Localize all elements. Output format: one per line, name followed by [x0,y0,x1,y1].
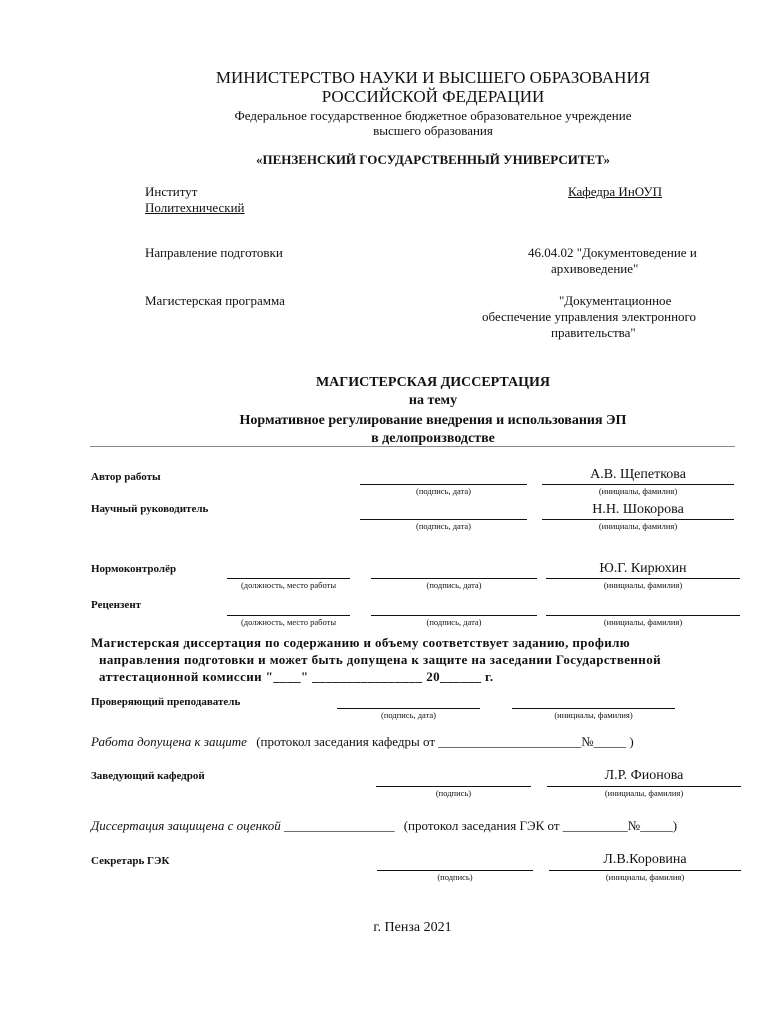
normcontrol-name: Ю.Г. Кирюхин [599,561,687,576]
thesis-on-topic: на тему [408,393,458,408]
secretary-name: Л.В.Коровина [603,852,687,867]
head-label: Заведующий кафедрой [91,770,205,782]
normcontrol-position-line [227,578,350,579]
supervisor-label: Научный руководитель [91,503,209,515]
ministry-header [100,68,766,106]
defense-protocol: (протокол заседания ГЭК от __________№_____) [403,818,678,833]
secretary-name-caption: (инициалы, фамилия) [605,872,685,882]
reviewer-signature-line [371,615,537,616]
reviewer-position-caption: (должность, место работы [240,617,337,627]
author-name-caption: (инициалы, фамилия) [598,486,678,496]
approval-line2: направления подготовки и может быть допущена к защите на заседании Государственной [99,652,661,667]
secretary-label: Секретарь ГЭК [91,855,170,867]
thesis-title-line2: в делопроизводстве [371,431,495,446]
checker-label: Проверяющий преподаватель [91,696,241,708]
secretary-name-line [549,870,741,871]
supervisor-name-caption: (инициалы, фамилия) [598,521,678,531]
normcontrol-name-line [546,578,740,579]
institution-type [100,108,766,138]
reviewer-name-caption: (инициалы, фамилия) [603,617,683,627]
title-divider [90,446,735,447]
admission-label: Работа допущена к защите [91,734,247,749]
approval-line3: аттестационной комиссии "____" ________________ 20______ г. [99,669,494,684]
admission-protocol: (протокол заседания кафедры от ______________________№_____ ) [256,734,634,749]
head-signature-line [376,786,531,787]
thesis-title-line1: Нормативное регулирование внедрения и использования ЭП [239,413,627,428]
author-label: Автор работы [91,471,161,483]
institution-line1: Федеральное государственное бюджетное образовательное учреждение [234,108,632,123]
normcontrol-label: Нормоконтролёр [91,563,177,575]
approval-statement [91,634,733,685]
program-line3: правительства" [551,325,636,340]
normcontrol-name-caption: (инициалы, фамилия) [603,580,683,590]
author-signature-caption: (подпись, дата) [415,486,471,496]
thesis-type: МАГИСТЕРСКАЯ ДИССЕРТАЦИЯ [315,375,551,390]
institute-label: Институт [145,184,198,199]
author-signature-line [360,484,527,485]
institution-line2: высшего образования [373,123,493,138]
ministry-line2: РОССИЙСКОЙ ФЕДЕРАЦИИ [321,87,545,106]
approval-line1: Магистерская диссертация по содержанию и объему соответствует заданию, профилю [91,635,631,650]
reviewer-position-line [227,615,350,616]
checker-name-caption: (инициалы, фамилия) [554,710,633,720]
author-name-line [542,484,734,485]
checker-name-line [512,708,675,709]
supervisor-signature-caption: (подпись, дата) [415,521,471,531]
program-line1: "Документационное [559,293,672,308]
ministry-line1: МИНИСТЕРСТВО НАУКИ И ВЫСШЕГО ОБРАЗОВАНИЯ [215,68,651,87]
program-label: Магистерская программа [145,293,285,308]
head-signature-caption: (подпись) [435,788,472,798]
defense-label: Диссертация защищена с оценкой _________________ [91,818,395,833]
reviewer-label: Рецензент [91,599,142,611]
supervisor-signature-line [360,519,527,520]
secretary-signature-caption: (подпись) [437,872,473,882]
checker-signature-caption: (подпись, дата) [380,710,436,720]
supervisor-name-line [542,519,734,520]
university-name: «ПЕНЗЕНСКИЙ ГОСУДАРСТВЕННЫЙ УНИВЕРСИТЕТ» [255,152,611,167]
head-name: Л.Р. Фионова [604,768,684,783]
admission-row [91,734,634,750]
secretary-signature-line [377,870,533,871]
supervisor-name: Н.Н. Шокорова [592,502,684,517]
department-value: Кафедра ИнОУП [568,184,663,199]
defense-row [91,818,677,834]
direction-label: Направление подготовки [145,245,283,260]
checker-signature-line [337,708,480,709]
normcontrol-signature-caption: (подпись, дата) [426,580,482,590]
normcontrol-position-caption: (должность, место работы [240,580,337,590]
reviewer-signature-caption: (подпись, дата) [426,617,482,627]
head-name-caption: (инициалы, фамилия) [604,788,684,798]
city-year: г. Пенза 2021 [373,920,452,935]
author-name: А.В. Щепеткова [590,467,686,482]
direction-line1: 46.04.02 "Документоведение и [528,245,697,260]
reviewer-name-line [546,615,740,616]
head-name-line [547,786,741,787]
institute-value: Политехнический [145,200,245,215]
direction-line2: архивоведение" [551,261,639,276]
normcontrol-signature-line [371,578,537,579]
program-line2: обеспечение управления электронного [482,309,697,324]
